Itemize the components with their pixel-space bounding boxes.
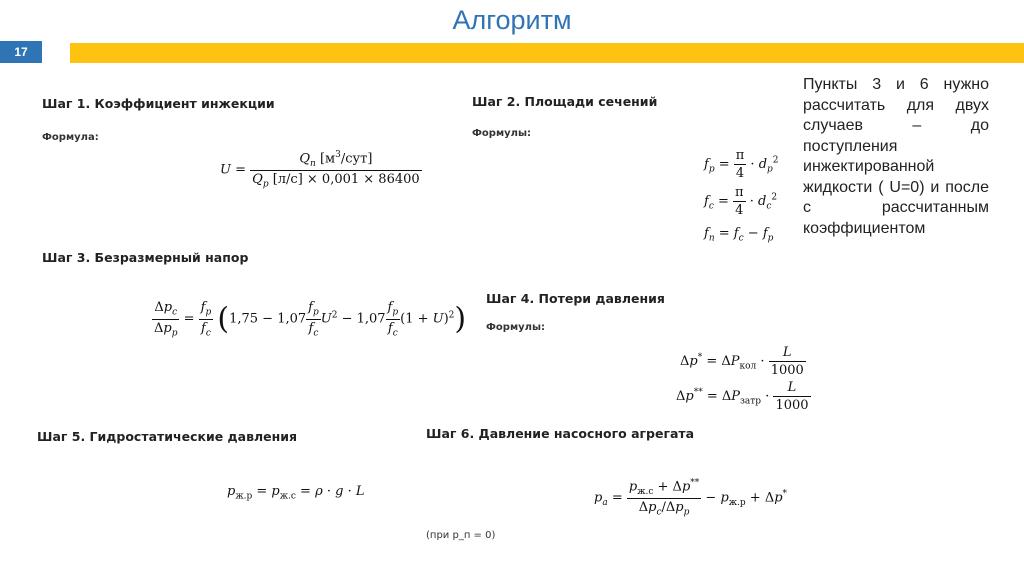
step-1-formula-label: Формула: <box>42 132 99 143</box>
step-6-note: (при p_п = 0) <box>426 530 496 541</box>
step-5-title: Шаг 5. Гидростатические давления <box>37 429 298 444</box>
formula-pressure-loss-tubing: $\Delta p^* = \Delta P_{кол}$ · $\frac{L}{1000}$ <box>680 345 804 378</box>
header-bar <box>70 43 1024 63</box>
step-2-title: Шаг 2. Площади сечений <box>472 94 658 109</box>
formula-area-pump: $f_р$ = $\frac{\pi}{4}$ · $d_р^2$ <box>704 148 779 181</box>
slide-number: 17 <box>0 41 42 63</box>
slide-title: Алгоритм <box>452 5 572 35</box>
formula-dimensionless-head: $\frac{\Delta p_с}{\Delta p_р}$ = $\frac{f_р}{f_с}$ (1,75 − 1,07 $\frac{f_р}{f_с}$ $U^2 - 1,07$ $\frac{f_р}{f_с}$ $(1 + U)^2$) <box>154 300 467 339</box>
step-2-formula-label: Формулы: <box>472 128 532 139</box>
formula-injection-coefficient: U = $\frac{Q_п [м^3/сут]}{Q_р [л/с] \times 0,001 \times 86400}$ <box>220 150 420 190</box>
step-1-title: Шаг 1. Коэффициент инжекции <box>42 96 275 111</box>
formula-hydrostatic-pressure: $p_{ж.р} = p_{ж.с} = \rho \cdot g \cdot L$ <box>227 484 365 502</box>
formula-pump-pressure: $p_а$ = $\frac{p_{ж.с} + \Delta p^{**}}{\Delta p_с/\Delta p_р}$ − $p_{ж.р} + \Delta p^*$ <box>594 478 788 518</box>
side-note: Пункты 3 и 6 нужно рассчитать для двух случаев – до поступления инжектированной жидкости ( U=0) и после с рассчитанным коэффициентом <box>803 76 989 237</box>
step-6-title: Шаг 6. Давление насосного агрегата <box>426 426 695 441</box>
formula-area-nozzle: $f_с$ = $\frac{\pi}{4}$ · $d_с^2$ <box>704 185 778 218</box>
formula-area-difference: $f_п = f_с - f_р$ <box>704 226 774 244</box>
step-3-title: Шаг 3. Безразмерный напор <box>42 250 249 265</box>
formula-pressure-loss-annulus: $\Delta p^{**} = \Delta P_{затр}$ · $\frac{L}{1000}$ <box>676 380 809 413</box>
step-4-formula-label: Формулы: <box>486 322 546 333</box>
step-4-title: Шаг 4. Потери давления <box>486 291 665 306</box>
